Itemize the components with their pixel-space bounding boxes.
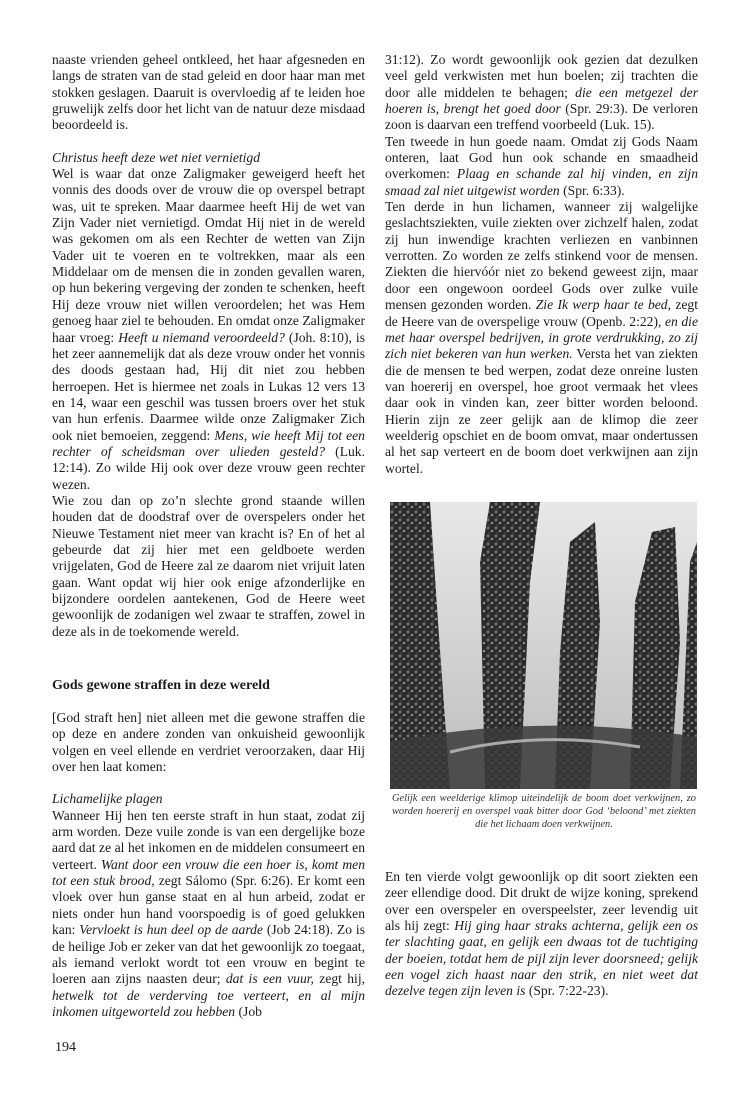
- text: (Spr. 6:33).: [559, 182, 625, 198]
- italic-text: hetwelk tot de verderving toe verteert, en al mijn inkomen uitgeworteld zou hebben: [52, 987, 365, 1019]
- paragraph: [52, 150, 365, 166]
- italic-text: Vervloekt is hun deel op de aarde: [79, 922, 263, 938]
- italic-text: Mens, wie heeft Mij tot een rechter of scheidsman over ulieden gesteld?: [52, 427, 365, 459]
- paragraph: [52, 791, 365, 807]
- photo-caption: Gelijk een weelderige klimop uiteindelijk de boom doet verkwijnen, zo worden hoererij en overspel vaak bitter door God ‘beloond’ met ziekten die het lichaam doen verkwijnen.: [392, 792, 696, 830]
- text: 31:12). Zo wordt gewoonlijk ook gezien dat dezulken veel geld verkwisten met hun boelen; zij trachten die door alle middelen te behagen;: [385, 52, 698, 100]
- text: zegt Sálomo (Spr. 6:26). Er komt een vloek over hun ganse staat en al hun arbeid, zodat er niets onder hun hand voorspoedig is of goed gelukken kan:: [52, 873, 365, 938]
- italic-text: Heeft u niemand veroordeeld?: [118, 329, 285, 345]
- spacer: [52, 694, 365, 710]
- italic-text: Plaag en schande zal hij vinden, en zijn smaad zal niet uitgewist worden: [385, 166, 698, 198]
- italic-text: en die met haar overspel bedrijven, in grote verdrukking, zo zij zich niet bekeren van hun werken.: [385, 313, 698, 362]
- text: , zegt de Heere van de overspelige vrouw (Openb. 2:22),: [385, 297, 698, 329]
- ivy-tree-photo: [390, 502, 697, 789]
- text: Ten derde in hun lichamen, wanneer zij walgelijke geslachtsziekten, vuile ziekten over zichzelf halen, zodat zij hun inwendige krachten verliezen en vanbinnen verrotten. Zo worden ze zelfs stinkend voor de mensen. Ziekten die hiervóór niet zo bekend geweest zijn, maar door een ongewoon oordeel Gods over zulke vuile mensen gezonden worden.: [385, 199, 698, 313]
- text: (Job 24:18). Zo is de heilige Job er zeker van dat het gewoonlijk zo toegaat, als iemand verlokt wordt tot een vrouw en begint te loeren aan zijns naasten deur;: [52, 922, 365, 987]
- text: (Job: [235, 1003, 262, 1019]
- text: (Spr. 29:3). De verloren zoon is daarvan een treffend voorbeeld (Luk. 15).: [385, 101, 698, 133]
- section-heading: Gods gewone straffen in deze wereld: [52, 678, 270, 694]
- spacer: [52, 134, 365, 150]
- paragraph: [385, 869, 698, 1000]
- italic-text: Christus heeft deze wet niet vernietigd: [52, 149, 261, 165]
- text: Ten tweede in hun goede naam. Omdat zij Gods Naam onteren, laat God hun ook schande en smaadheid overkomen:: [385, 133, 698, 182]
- text: Wanneer Hij hen ten eerste straft in hun staat, zodat zij arm worden. Deze vuile zonde is van een dergelijke boze aard dat ze al het inkomen en de middelen consumeert en verteert.: [52, 807, 365, 872]
- spacer: [52, 640, 365, 678]
- text: (Luk. 12:14). Zo wilde Hij ook over deze vrouw geen rechter wezen.: [52, 443, 365, 492]
- paragraph: [52, 493, 365, 640]
- spacer: [385, 831, 698, 869]
- italic-text: Lichamelijke plagen: [52, 791, 163, 807]
- paragraph: [385, 134, 698, 199]
- text: Versta het van ziekten die de mensen te bed werpen, zodat deze onreine lusten van hoererij en overspel, hoe groot vermaak het vlees daar ook in vinden kan, zeer bitter worden beloond. Hierin zijn ze zeer gelijk aan de klimop die zeer weelderig opschiet en de boom omvat, maar ondertussen al het sap verteert en de boom doet verkwijnen aan zijn wortel.: [385, 346, 698, 476]
- text: zegt hij,: [313, 971, 366, 987]
- italic-text: die een metgezel der hoeren is, brengt het goed door: [385, 84, 698, 117]
- text: (Joh. 8:10), is het zeer aannemelijk dat als deze vrouw onder het vonnis des doods gestaan had, Hij dit niet zou hebben herroepen. Het is hiermee net zoals in Lukas 12 vers 13 en 14, waar een geschil was tussen broers over het stuk van hun erfenis. Daarmee wilde onze Zaligmaker Zich ook niet bemoeien, zeggend:: [52, 329, 365, 443]
- paragraph: [52, 808, 365, 1020]
- text: naaste vrienden geheel ontkleed, het haar afgesneden en langs de straten van de stad geleid en door haar man met stokken geslagen. Daaruit is overvloedig af te leiden hoe gruwelijk zelfs door het licht van de natuur deze misdaad beoordeeld is.: [52, 52, 365, 133]
- paragraph: [52, 166, 365, 493]
- italic-text: dat is een vuur,: [225, 971, 314, 987]
- text: Wie zou dan op zo’n slechte grond staande willen houden dat de doodstraf over de overspelers onder het Nieuwe Testament niet meer van kracht is? En of het al gebeurde dat zij hier met een geldboete werden vrijgelaten, God de Heere zal ze daarom niet vrijuit laten gaan. Want opdat wij hier ook enige afzonderlijke en bijzondere oordelen aantekenen, God de Heere weet gewoonlijk de zodanigen wel zwaar te straffen, zowel in deze als in de toekomende wereld.: [52, 492, 365, 639]
- text: (Spr. 7:22-23).: [525, 983, 609, 999]
- text: En ten vierde volgt gewoonlijk op dit soort ziekten een zeer ellendige dood. Dit drukt de wijze koning, sprekend over een overspeler en overspeelster, zeer levendig uit als hij zegt:: [385, 868, 698, 933]
- left-column: [52, 52, 365, 1096]
- text: Wel is waar dat onze Zaligmaker geweigerd heeft het vonnis des doods over de vrouw die op overspel betrapt was, uit te spreken. Maar daarmee heeft Hij de wet van Zijn Vader niet vernietigd. Omdat Hij niet in de wereld was gekomen om als een Rechter de wetten van Zijn Vader uit te voeren en te voltrekken, maar als een Middelaar om de mensen die in zonden gevallen waren, op hun bekering vergeving der zonden te schenken, heeft Hij deze vrouw niet willen veroordelen; het was Hem genoeg haar ziel te behouden. En omdat onze Zaligmaker haar vroeg:: [52, 166, 365, 345]
- italic-text: Hij ging haar straks achterna, gelijk een os ter slachting gaat, en gelijk een dwaas tot de tuchtiging der boeien, totdat hem de pijl zijn lever doorsneed; gelijk een vogel zich haast naar den strik, en niet weet dat dezelve tegen zijn leven is: [385, 917, 698, 999]
- text: [God straft hen] niet alleen met die gewone straffen die op deze en andere zonden van onkuisheid gewoonlijk volgen en veel ellende en verdriet veroorzaken, daar Hij over hen laat komen:: [52, 710, 365, 775]
- italic-text: Want door een vrouw die een hoer is, komt men tot een stuk brood,: [52, 856, 365, 889]
- page-number: 194: [55, 1040, 76, 1056]
- spacer: [52, 775, 365, 791]
- paragraph: [52, 52, 365, 134]
- paragraph: [52, 710, 365, 775]
- paragraph: [385, 52, 698, 134]
- right-column: [385, 52, 698, 1040]
- italic-text: Zie Ik werp haar te bed: [535, 297, 668, 313]
- paragraph: [385, 199, 698, 477]
